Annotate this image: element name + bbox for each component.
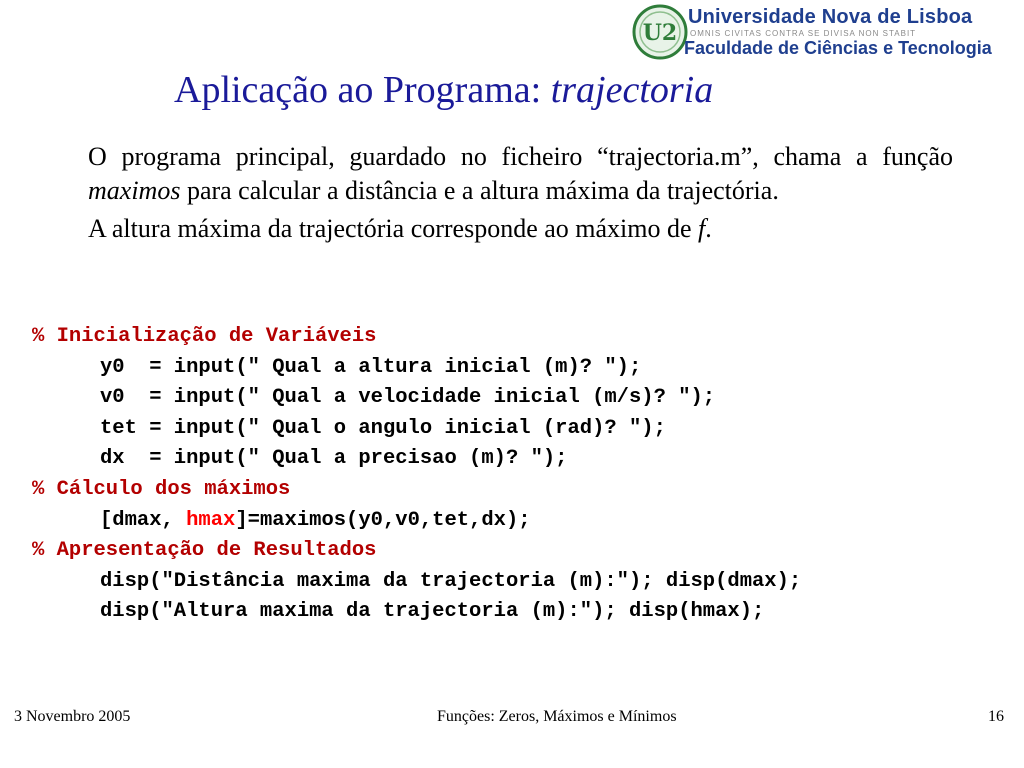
- paragraph1-before: O programa principal, guardado no ficheiro “trajectoria.m”, chama a função: [88, 142, 953, 171]
- code-call-highlight: hmax: [186, 508, 236, 532]
- slide-title-prefix: Aplicação ao Programa:: [174, 69, 542, 111]
- university-seal-icon: [632, 4, 688, 60]
- university-motto: OMNIS CIVITAS CONTRA SE DIVISA NON STABIT: [690, 29, 917, 38]
- footer-page-number: 16: [988, 708, 1004, 725]
- svg-text:U2: U2: [642, 20, 678, 46]
- code-call-prefix: [dmax,: [100, 508, 187, 532]
- footer-date: 3 Novembro 2005: [14, 708, 131, 725]
- code-call-suffix: ]=maximos(y0,v0,tet,dx);: [235, 508, 531, 532]
- university-name: Universidade Nova de Lisboa: [688, 6, 973, 28]
- code-line-call: [32, 506, 801, 537]
- paragraph1-function-name: maximos: [88, 176, 181, 205]
- paragraph-max-height: [88, 212, 953, 246]
- code-line-v0: v0 = input(" Qual a velocidade inicial (m/s)? ");: [100, 386, 716, 410]
- university-logo: [632, 4, 1018, 60]
- slide-title: [174, 68, 713, 112]
- code-line-dx: dx = input(" Qual a precisao (m)? ");: [100, 447, 568, 471]
- slide-body: [88, 140, 953, 250]
- paragraph1-after: para calcular a distância e a altura máxima da trajectória.: [186, 176, 779, 205]
- paragraph2-after: .: [705, 214, 712, 243]
- code-line-y0: y0 = input(" Qual a altura inicial (m)? ");: [100, 355, 642, 379]
- code-line-disp-distance: disp("Distância maxima da trajectoria (m):"); disp(dmax);: [100, 569, 802, 593]
- code-comment-calc: % Cálculo dos máximos: [32, 477, 291, 501]
- faculty-name: Faculdade de Ciências e Tecnologia: [684, 38, 992, 58]
- code-line-disp-height: disp("Altura maxima da trajectoria (m):"); disp(hmax);: [100, 600, 765, 624]
- paragraph2-variable: f: [698, 214, 706, 243]
- slide-title-italic: trajectoria: [550, 69, 714, 111]
- paragraph2-before: A altura máxima da trajectória corresponde ao máximo de: [88, 214, 692, 243]
- code-comment-results: % Apresentação de Resultados: [32, 539, 377, 563]
- code-block: [32, 322, 801, 628]
- code-line-tet: tet = input(" Qual o angulo inicial (rad)? ");: [100, 416, 666, 440]
- code-comment-init: % Inicialização de Variáveis: [32, 325, 377, 348]
- paragraph-main-program: [88, 140, 953, 208]
- footer-title: Funções: Zeros, Máximos e Mínimos: [437, 708, 677, 725]
